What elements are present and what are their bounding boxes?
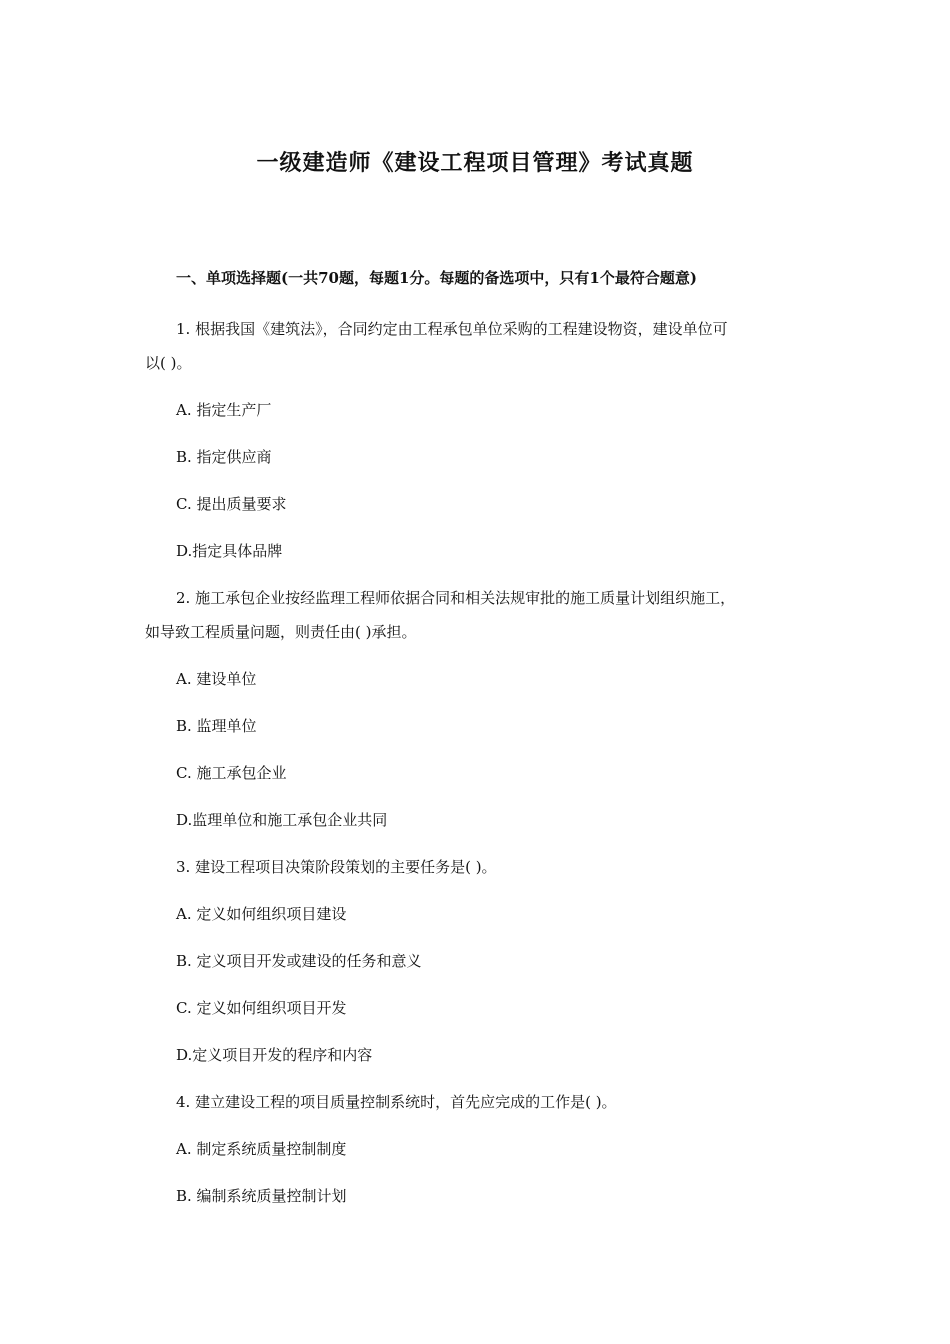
question-1 — [145, 312, 810, 568]
question-3 — [145, 850, 810, 1072]
option-b: B. 定义项目开发或建设的任务和意义 — [176, 952, 422, 970]
question-list — [145, 312, 810, 1213]
option-a: A. 建设单位 — [176, 670, 257, 688]
section-heading: 一、单项选择题(一共70题，每题1分。每题的备选项中，只有1个最符合题意) — [176, 269, 697, 287]
option-b: B. 指定供应商 — [176, 448, 272, 466]
option-c: C. 定义如何组织项目开发 — [176, 999, 347, 1017]
question-text: 如导致工程质量问题，则责任由( )承担。 — [145, 623, 417, 641]
question-text: 2. 施工承包企业按经监理工程师依据合同和相关法规审批的施工质量计划组织施工， — [176, 589, 736, 607]
option-b: B. 监理单位 — [176, 717, 257, 735]
question-text: 4. 建立建设工程的项目质量控制系统时，首先应完成的工作是( )。 — [176, 1093, 617, 1111]
option-c: C. 提出质量要求 — [176, 495, 287, 513]
option-d: D.监理单位和施工承包企业共同 — [176, 811, 388, 829]
question-4 — [145, 1085, 810, 1213]
question-2 — [145, 581, 810, 837]
option-a: A. 指定生产厂 — [176, 401, 272, 419]
option-b: B. 编制系统质量控制计划 — [176, 1187, 347, 1205]
option-a: A. 定义如何组织项目建设 — [176, 905, 347, 923]
option-d: D.指定具体品牌 — [176, 542, 283, 560]
option-c: C. 施工承包企业 — [176, 764, 287, 782]
document-title: 一级建造师《建设工程项目管理》考试真题 — [256, 150, 694, 176]
question-text: 以( )。 — [145, 354, 192, 372]
option-d: D.定义项目开发的程序和内容 — [176, 1046, 373, 1064]
question-text: 1. 根据我国《建筑法》，合同约定由工程承包单位采购的工程建设物资，建设单位可 — [176, 320, 728, 338]
question-text: 3. 建设工程项目决策阶段策划的主要任务是( )。 — [176, 858, 497, 876]
option-a: A. 制定系统质量控制制度 — [176, 1140, 347, 1158]
